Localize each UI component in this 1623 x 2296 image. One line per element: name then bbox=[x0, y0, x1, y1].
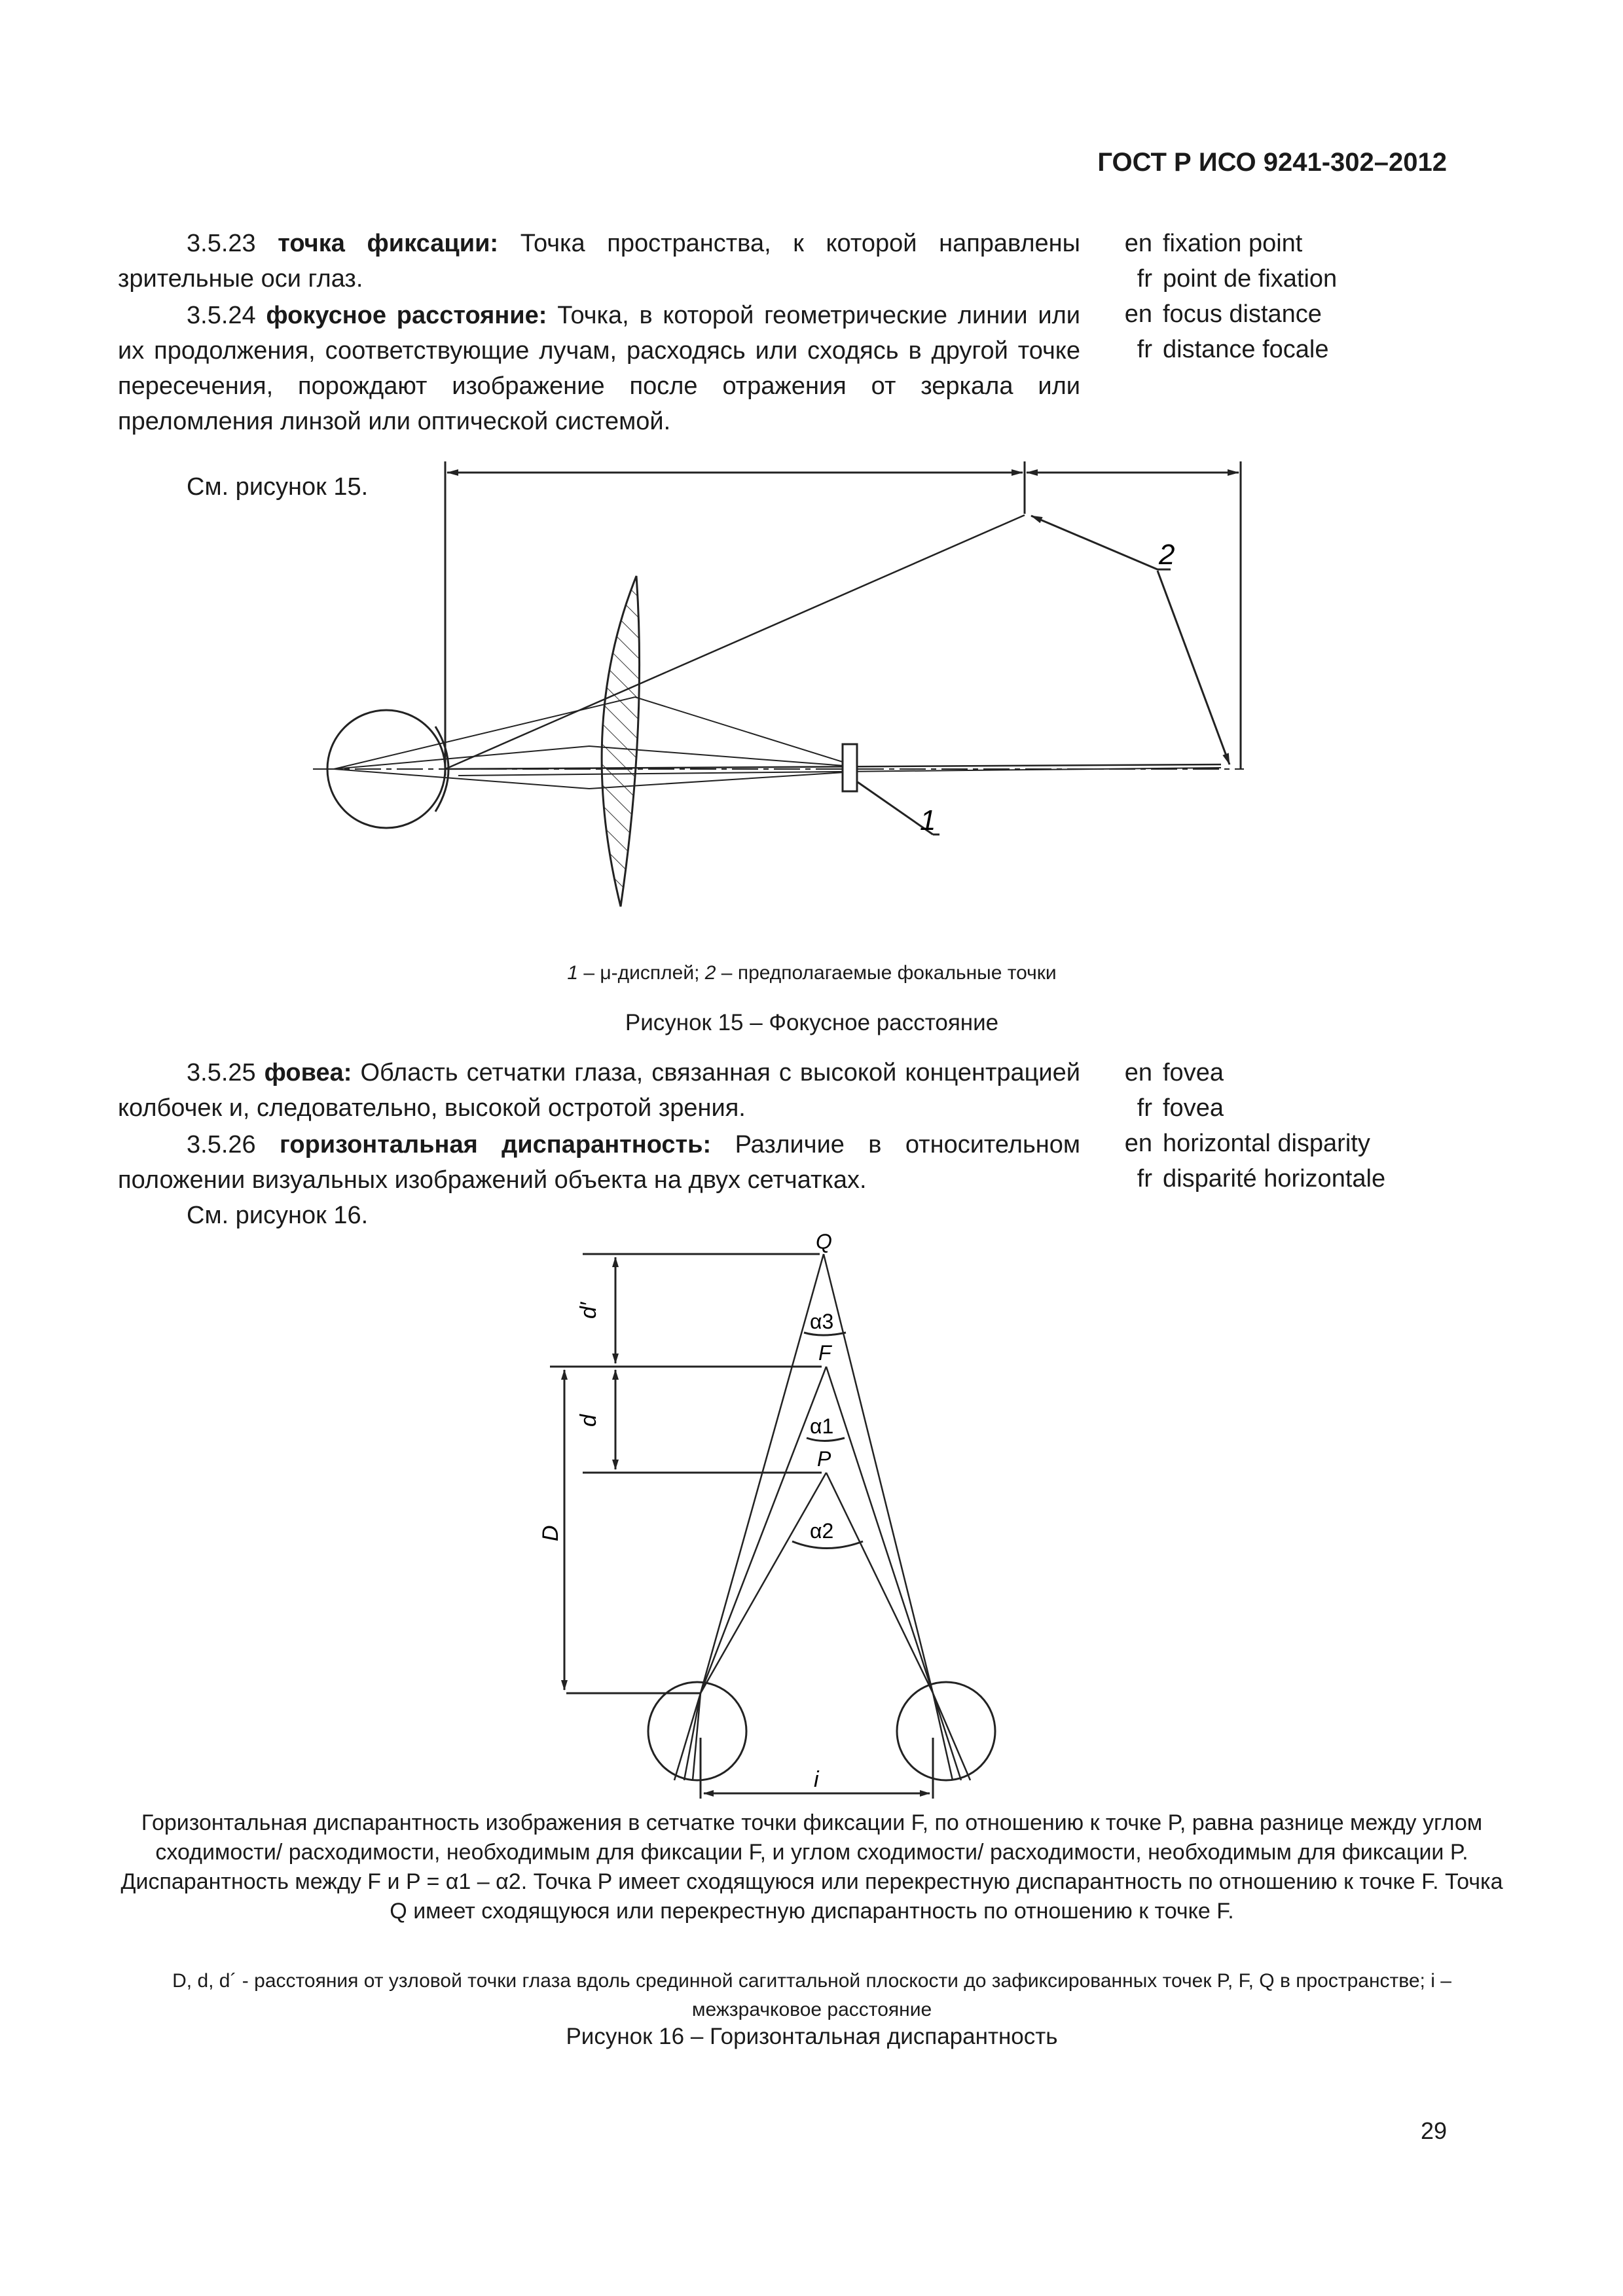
ray-left-P bbox=[693, 1473, 826, 1780]
term-3-5-26 bbox=[118, 1127, 1080, 1198]
label-i: i bbox=[814, 1767, 819, 1792]
legend-number: 1 bbox=[567, 962, 579, 984]
leader-2-down bbox=[1158, 571, 1230, 764]
translation-row bbox=[1113, 1055, 1453, 1090]
ray-1 bbox=[334, 697, 845, 769]
arc-alpha1 bbox=[807, 1438, 845, 1441]
label-Q: Q bbox=[816, 1230, 832, 1253]
see-figure-16: См. рисунок 16. bbox=[187, 1202, 369, 1229]
translation-text: distance focale bbox=[1163, 336, 1329, 363]
term-definition: Точка, в которой геометрические линии или их продолжения, соответствующие лучам, расходясь или сходясь в другой точке пересечения, порождают изображение после отражения от зеркала или преломления линзой или оптической системой. bbox=[118, 302, 1081, 435]
translation-text: point de fixation bbox=[1163, 265, 1338, 293]
term-number: 3.5.24 bbox=[187, 302, 256, 329]
term-3-5-25 bbox=[118, 1055, 1080, 1126]
translation-text: disparité horizontale bbox=[1163, 1165, 1386, 1193]
term-number: 3.5.26 bbox=[187, 1131, 256, 1158]
terms-mid bbox=[118, 1055, 1080, 1198]
translation-text: fovea bbox=[1163, 1094, 1224, 1122]
label-d-prime: d′ bbox=[576, 1302, 601, 1319]
label-alpha1: α1 bbox=[810, 1414, 834, 1438]
figure-16-caption: Рисунок 16 – Горизонтальная диспарантность bbox=[566, 2024, 1058, 2049]
label-1: 1 bbox=[920, 804, 936, 836]
translation-text: fovea bbox=[1163, 1059, 1224, 1086]
figure-16-note: D, d, d´ - расстояния от узловой точки глаза вдоль срединной сагиттальной плоскости до зафиксированных точек P, F, Q в пространстве; i – межзрачковое расстояние bbox=[172, 1970, 1451, 2020]
figure-15-diagram bbox=[0, 0, 1623, 982]
ray-left-F bbox=[684, 1367, 826, 1780]
translation-row bbox=[1113, 1161, 1453, 1196]
term-definition: Точка пространства, к которой направлены зрительные оси глаз. bbox=[118, 230, 1080, 293]
lens bbox=[602, 576, 639, 906]
legend-number: 2 bbox=[704, 962, 716, 984]
page-number: 29 bbox=[1420, 2117, 1447, 2144]
translation-row bbox=[1113, 1126, 1453, 1161]
figure-16-diagram bbox=[0, 1211, 1623, 1800]
figure-15-caption: Рисунок 15 – Фокусное расстояние bbox=[625, 1010, 999, 1035]
label-d: d bbox=[576, 1414, 601, 1427]
legend-text: – μ-дисплей; bbox=[578, 962, 705, 984]
translation-text: horizontal disparity bbox=[1163, 1130, 1370, 1157]
term-name: фокусное расстояние: bbox=[266, 302, 547, 329]
lang-code: fr bbox=[1137, 1165, 1152, 1193]
term-number: 3.5.25 bbox=[187, 1059, 256, 1086]
lang-code: fr bbox=[1137, 336, 1152, 363]
figure-16-explanation: Горизонтальная диспарантность изображения в сетчатке точки фиксации F, по отношению к точке P, равна разнице между углом сходимости/ расходимости, необходимым для фиксации F, и углом сходимости/ расходимости, необходимым для фиксации P. Диспарантность между F и P = α1 – α2. Точка P имеет сходящуюся или перекрестную диспарантность по отношению к точке F. Точка Q имеет сходящуюся или перекрестную диспарантность по отношению к точке F. bbox=[120, 1810, 1503, 1924]
translation-text: focus distance bbox=[1163, 300, 1322, 328]
translation-text: fixation point bbox=[1163, 230, 1303, 257]
lang-code: fr bbox=[1137, 265, 1152, 293]
label-F: F bbox=[818, 1341, 831, 1365]
label-2: 2 bbox=[1159, 539, 1175, 571]
label-alpha3: α3 bbox=[810, 1310, 834, 1333]
lang-code: en bbox=[1124, 230, 1152, 257]
ray-to-upper-focal bbox=[445, 515, 1025, 769]
leader-2-up bbox=[1031, 516, 1171, 569]
lang-code: en bbox=[1124, 1059, 1152, 1086]
translation-row bbox=[1113, 1090, 1453, 1126]
term-name: горизонтальная диспарантность: bbox=[280, 1131, 712, 1158]
figure-15-legend bbox=[196, 962, 1427, 984]
see-figure-15: См. рисунок 15. bbox=[187, 473, 369, 501]
term-name: фовеа: bbox=[264, 1059, 352, 1086]
ray-right-F bbox=[826, 1367, 961, 1780]
term-number: 3.5.23 bbox=[187, 230, 256, 257]
page-header: ГОСТ Р ИСО 9241-302–2012 bbox=[1097, 148, 1447, 177]
term-definition: Различие в относительном положении визуальных изображений объекта на двух сетчатках. bbox=[118, 1131, 1080, 1194]
label-alpha2: α2 bbox=[810, 1519, 834, 1543]
ray-2 bbox=[334, 746, 845, 769]
translations-mid bbox=[1113, 1055, 1453, 1196]
label-P: P bbox=[817, 1447, 831, 1471]
micro-display bbox=[843, 744, 857, 791]
lang-code: en bbox=[1124, 300, 1152, 328]
lang-code: fr bbox=[1137, 1094, 1152, 1122]
term-name: точка фиксации: bbox=[278, 230, 499, 257]
lang-code: en bbox=[1124, 1130, 1152, 1157]
label-D: D bbox=[538, 1525, 563, 1541]
term-definition: Область сетчатки глаза, связанная с высокой концентрацией колбочек и, следовательно, высокой остротой зрения. bbox=[118, 1059, 1080, 1122]
legend-text: – предполагаемые фокальные точки bbox=[716, 962, 1057, 984]
